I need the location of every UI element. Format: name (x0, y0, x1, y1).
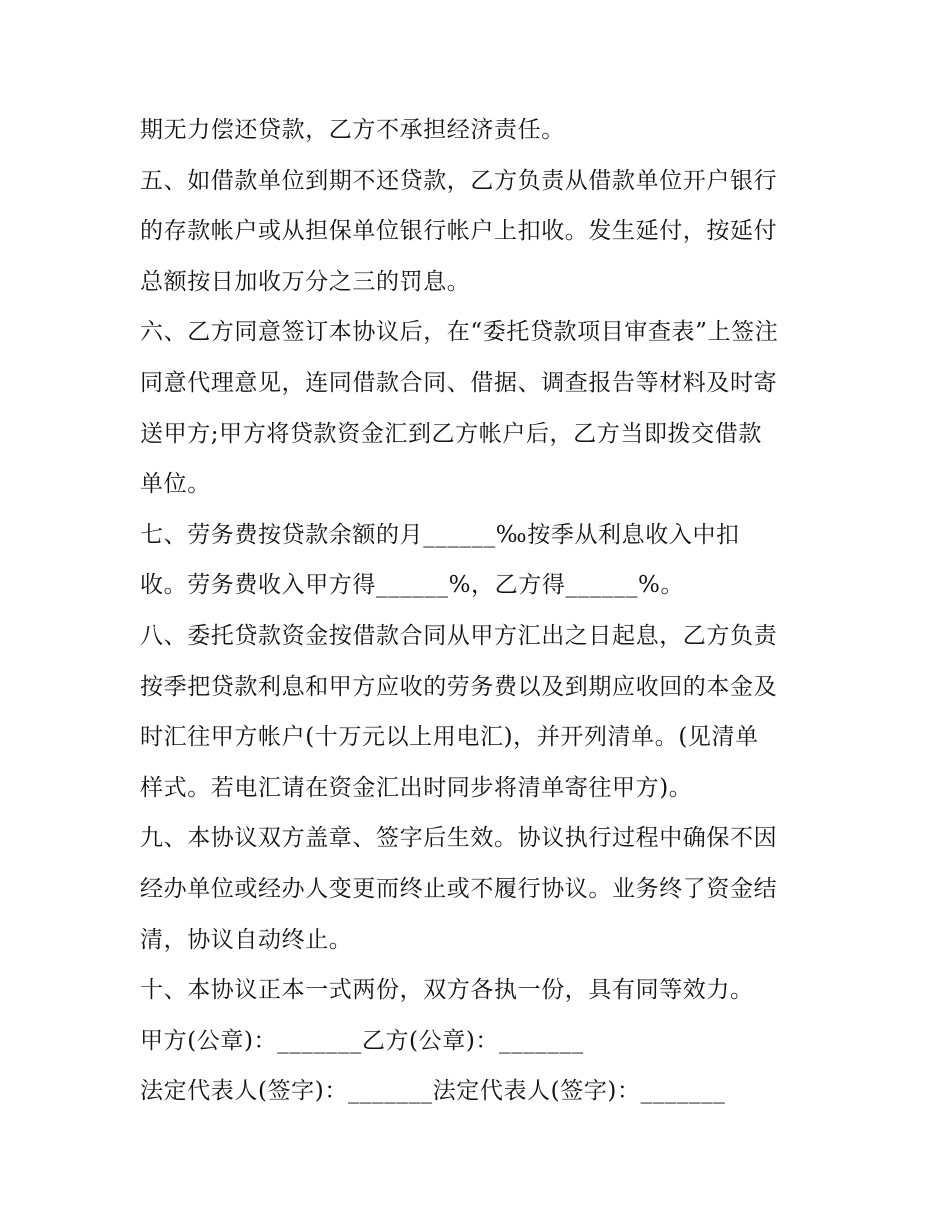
text-line: 十、本协议正本一式两份，双方各执一份，具有同等效力。 (140, 977, 754, 1004)
signature-line-seal: 甲方(公章)：_______乙方(公章)：_______ (140, 1027, 584, 1054)
text-line: 按季把贷款利息和甲方应收的劳务费以及到期应收回的本金及 (140, 673, 778, 700)
text-line: 八、委托贷款资金按借款合同从甲方汇出之日起息，乙方负责 (140, 622, 778, 649)
text-line: 收。劳务费收入甲方得______%，乙方得______%。 (140, 572, 685, 599)
text-line: 送甲方;甲方将贷款资金汇到乙方帐户后，乙方当即拨交借款 (140, 420, 762, 447)
text-line: 五、如借款单位到期不还贷款，乙方负责从借款单位开户银行 (140, 167, 778, 194)
text-line: 九、本协议双方盖章、签字后生效。协议执行过程中确保不因 (140, 825, 778, 852)
text-line: 清，协议自动终止。 (140, 926, 353, 953)
text-line: 样式。若电汇请在资金汇出时同步将清单寄往甲方)。 (140, 774, 693, 801)
text-line: 期无力偿还贷款，乙方不承担经济责任。 (140, 117, 565, 143)
text-line: 时汇往甲方帐户(十万元以上用电汇)，并开列清单。(见清单 (140, 724, 759, 751)
text-line: 六、乙方同意签订本协议后，在“委托贷款项目审查表”上签注 (140, 319, 779, 346)
text-line: 的存款帐户或从担保单位银行帐户上扣收。发生延付，按延付 (140, 218, 778, 245)
text-line: 经办单位或经办人变更而终止或不履行协议。业务终了资金结 (140, 875, 778, 902)
text-line: 单位。 (140, 471, 211, 498)
text-line: 总额按日加收万分之三的罚息。 (140, 268, 471, 295)
text-line: 同意代理意见，连同借款合同、借据、调查报告等材料及时寄 (140, 369, 778, 396)
document-body (140, 112, 820, 1124)
text-line: 七、劳务费按贷款余额的月______‰按季从利息收入中扣 (140, 521, 740, 548)
signature-line-representative: 法定代表人(签字)：_______法定代表人(签字)：_______ (140, 1078, 726, 1105)
